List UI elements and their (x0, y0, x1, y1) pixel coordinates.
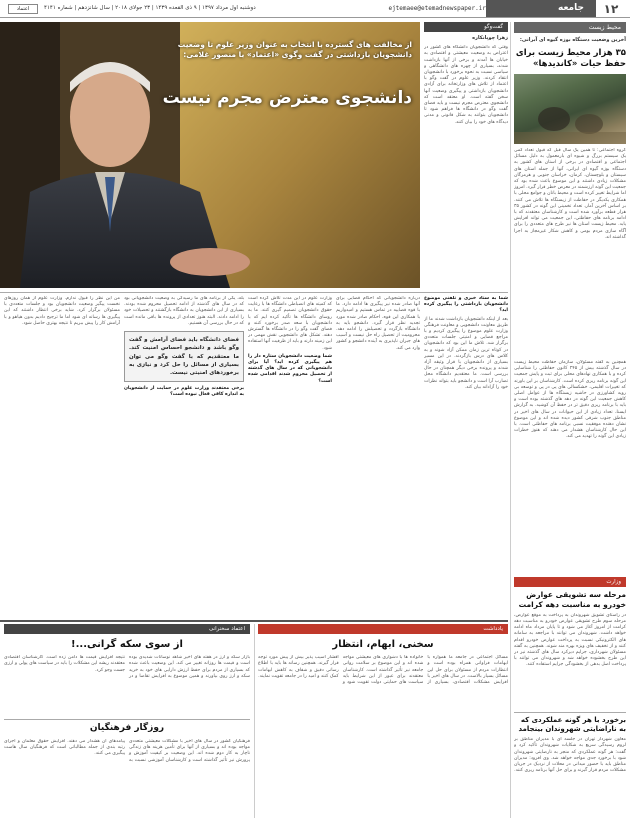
label-speech: اعتماد سخنرانی (4, 624, 250, 634)
pull-quote (124, 331, 244, 382)
feature-intro: وقتی که دانشجویان دانشگاه های کشور در اعتراض به وضعیت معیشتی و اقتصادی به خیابان ها آمدند و برخی از آنها بازداشت شدند، بسیاری از چهره های دانشگاهی و سیاسی نسبت به نحوه برخورد با دانشجویان انتقاد کردند. وزیر علوم در گفت وگو با اعتماد از تلاش های وزارتخانه برای آزادی دانشجویان بازداشتی و پیگیری وضعیت آنها سخن گفته است. او معتقد است که دانشجوی معترض مجرم نیست و باید فضای گفت وگو در دانشگاه ها فراهم شود تا دانشجویان بتوانند به شکل قانونی و مدنی دیدگاه های خود را بیان کنند. (424, 45, 508, 125)
bottom-article-right (258, 624, 508, 818)
minister-portrait (0, 22, 420, 288)
dissatisfaction-body: معاون شهردار تهران در جلسه ای با مدیران مناطق بر لزوم رسیدگی سریع به شکایات شهروندان تأکید کرد و گفت: هر گونه عملکردی که منجر به نارضایتی شهروندان شود با برخورد جدی مواجه خواهد شد. وی افزود: مدیران مناطق باید با حضور میدانی در محلات از نزدیک در جریان مشکلات مردم قرار گیرند و برای حل آنها برنامه ریزی کنند. (514, 737, 626, 774)
question-3: برخی معتقدند وزارت علوم در حمایت از دانشجویان به اندازه کافی فعال نبوده است؟ (124, 386, 244, 398)
newspaper-logo: اعتماد (8, 4, 38, 14)
page-header (0, 0, 630, 18)
right-column (514, 22, 626, 818)
feature-column-5: من این نظر را قبول ندارم. وزارت علوم از همان روزهای نخست پیگیر وضعیت دانشجویان بود و جلسات متعددی با مسئولان برگزار کرد. شاید برخی انتظار داشتند که این پیگیری ها رسانه ای شود اما ما ترجیح دادیم بدون هیاهو و با آرامش کار را پیش ببریم تا نتیجه بهتری حاصل شود. (4, 296, 120, 326)
ambiguity-body: مسائل اجتماعی در جامعه ما همواره با ابهامات فراوانی همراه بوده است و انتظارات مردم از مسئولان برای حل این مسائل بسیار بالاست. در سال های اخیر با افزایش مشکلات اقتصادی، بسیاری از خانواده ها با دشواری های معیشتی مواجه شده اند و این موضوع بر سلامت روانی جامعه نیز تأثیر گذاشته است. کارشناسان معتقدند برای عبور از این شرایط باید سیاست های حمایتی دولت تقویت شود و اقشار آسیب پذیر بیش از پیش مورد توجه قرار گیرند. همچنین رسانه ها باید با اطلاع رسانی دقیق و شفاف به کاهش ابهامات کمک کنند و امید را در جامعه تقویت نمایند. (258, 655, 508, 686)
environment-body-2: همچنین به گفته مسئولان، سازمان حفاظت محیط زیست در سال گذشته بیش از ۲۴۵ کانون حفاظتی را شناسایی کرده و با همکاری نهادهای محلی برای ثبت و پایش جمعیت این گونه برنامه ریزی کرده است. کارشناسان بر این باورند که تغییرات اقلیمی، خشکسالی های پی در پی و توسعه بی رویه کشاورزی در حاشیه زیستگاه ها از عوامل اصلی کاهش جمعیت این گونه در دهه های گذشته بوده است و باید با برنامه ریزی دقیق تر در حفظ آن کوشید. به گزارش ایسنا، تعداد زیادی از این حیوانات در سال های اخیر در مناطق جنوب شرقی کشور دیده شده اند و این موضوع نشان دهنده موفقیت نسبی برنامه های حفاظتی است. با این حال کارشناسان هشدار می دهند که هنوز خطرات زیادی این گونه را تهدید می کند. (514, 360, 626, 440)
feature-kicker: از مخالفت های گسترده با انتخاب به عنوان وزیر علوم تا وضعیت دانشجویان بازداشتی در گفت وگوی «اعتماد» با منصور غلامی: (177, 40, 412, 60)
feature-intro-column (424, 22, 508, 288)
headline-ambiguity: سخنی، ابهام، انتظار (332, 639, 434, 651)
answer-1: بعد از اینکه دانشجویان بازداشت شدند ما از طریق معاونت دانشجویی و معاونت فرهنگی وزارت علوم موضوع را پیگیری کردیم و با مراجع قضایی و امنیتی جلسات متعددی برگزار شد. تلاش ما این بود که دانشجویان در کوتاه ترین زمان ممکن آزاد شوند و به کلاس های درس بازگردند. در این مسیر بسیاری از دانشجویان با قرار وثیقه آزاد شدند و پرونده برخی دیگر همچنان در حال بررسی است. ما معتقدیم دانشگاه محل تضارب آرا است و دانشجو باید بتواند نظرات خود را آزادانه بیان کند. (424, 316, 508, 390)
feature-column-2: درباره دانشجویانی که احکام قضایی برای آنها صادر شده نیز پیگیری ها ادامه دارد. ما با قوه قضاییه در تماس هستیم و امیدواریم با همکاری این قوه، احکام صادر شده مورد تجدید نظر قرار گیرد. دانشجو باید به دانشگاه بازگردد و تحصیلش را ادامه دهد. محرومیت از تحصیل راه حل نیست و آسیب های جبران ناپذیری به آینده دانشجو و کشور وارد می کند. (336, 296, 420, 351)
section-label-ministry: وزارت (514, 577, 626, 587)
pull-quote-text: فضای دانشگاه باید فضای آرامش و گفت وگو باشد و دانشجو احساس امنیت کند. ما معتقدیم که با گفت وگو می توان بسیاری از مسائل را حل کرد و نیازی به برخوردهای امنیتی نیست. (129, 337, 239, 377)
teachers-body: فرهنگیان کشور در سال های اخیر با مشکلات معیشتی متعددی مواجه بوده اند و بسیاری از آنها برای تأمین هزینه های زندگی ناچار به کار دوم شده اند. این وضعیت بر کیفیت آموزش و پرورش نیز تأثیر گذاشته است و کارشناسان آموزشی نسبت به پیامدهای آن هشدار می دهند. افزایش حقوق معلمان و اجرای رتبه بندی از جمله مطالباتی است که فرهنگیان سال هاست پیگیری می کنند. (4, 738, 250, 763)
kicker: آخرین وضعیت دستگاه بوزه گیوه ای آبرانی: (519, 37, 626, 43)
issue-meta: دوشنبه اول مرداد ۱۳۹۷ | ۹ ذی القعده ۱۴۳۹ | ۲۳ جولای ۲۰۱۸ | سال شانزدهم | شماره ۴۱۴۱ (44, 5, 256, 12)
answer-3: وزارت علوم در این مدت تلاش کرده است که کمیته های انضباطی دانشگاه ها با رعایت حقوق دانشجویان تصمیم گیری کنند. ما به روسای دانشگاه ها تأکید کرده ایم که با دانشجویان با سعه صدر برخورد کنند و فضای گفت وگو را در دانشگاه ها گسترش دهند. تشکل های دانشجویی نقش مهمی در این زمینه دارند و باید از ظرفیت آنها استفاده شود. (248, 296, 332, 351)
answer-4: بله، یکی از برنامه های ما رسیدگی به وضعیت دانشجویانی بود که در سال های گذشته از ادامه تحصیل محروم شده بودند. بسیاری از این دانشجویان به دانشگاه بازگشتند و تحصیلات خود را ادامه دادند. البته هنوز تعدادی از پرونده ها باقی مانده است که در حال بررسی آن هستیم. (124, 296, 244, 326)
feature-column-4 (124, 296, 244, 616)
headline-teachers: روزگار فرهنگیان (4, 719, 250, 735)
headline-coin: از سوی سکه گرانی...! (71, 639, 183, 651)
headline-dissatisfaction: برخورد با هر گونه عملکردی که به ناراضایتی شهروندان بینجامد (518, 716, 626, 734)
section-title: جامعه (486, 0, 596, 17)
page-number: ۱۲ (603, 1, 619, 16)
label-note: یادداشت (258, 624, 508, 634)
headline-environment: ۳۵ هزار محیط زیست برای حفظ حیات «کاندیدها» (515, 48, 626, 70)
bottom-article-left (4, 624, 250, 818)
coin-body: بازار سکه و ارز در هفته های اخیر شاهد نوسانات شدیدی بوده است و قیمت ها روزانه تغییر می کند. این وضعیت باعث شده که بسیاری از مردم برای حفظ ارزش دارایی های خود به خرید سکه و ارز روی بیاورند و همین موضوع به افزایش تقاضا و در نتیجه افزایش قیمت ها دامن زده است. کارشناسان اقتصادی معتقدند ریشه این مشکلات را باید در سیاست های پولی و ارزی جست وجو کرد. (4, 655, 250, 679)
feature-column-1 (424, 296, 508, 616)
photo-figures (514, 74, 626, 144)
section-label-environment: محیط زیست (514, 22, 626, 33)
question-1: شما به ستاد خبری و تلفنی موضوع دانشجویان بازداشتی را پیگیری کرده اید؟ (424, 296, 508, 314)
feature-headline: دانشجوی معترض مجرم نیست (162, 88, 412, 108)
environment-body: گروه اجتماعی: تا همین یک سال قبل که قبول تعداد کمی یک سیستم بزرگ و شیوه ای بارمعمول به دلیل مسائل اجتماعی و اقتصادی در برخی از استان های کشور به دستگاه بوزه گیوه ای ایرانی، آنها از جمله استان های سیستان و بلوچستان، کرمان، خراسان جنوبی و هرمزگان مشکلات زیادی داشتند و این موضوع باعث شده بود که جمعیت این گونه ارزشمند در معرض خطر قرار گیرد. امروز اما شرایط تغییر کرده است و محیط بانان و جوامع محلی با همکاری یکدیگر در حفاظت از زیستگاه ها تلاش می کنند. بر اساس آخرین آمار، تعداد تخمینی این گونه در کشور ۳۵ هزار قطعه برآورد شده است و کارشناسان معتقدند که با ادامه برنامه های حفاظتی، این جمعیت می تواند افزایش یابد. محیط زیست استان ها نیز طرح های متعددی را برای آگاه سازی مردم بومی و کاهش شکار غیرمجاز به اجرا گذاشته اند. (514, 148, 626, 240)
feature-column-3 (248, 296, 332, 616)
car-toll-body: در راستای تشویق شهروندان به پرداخت به موقع عوارض، مرحله سوم طرح تشویقی عوارض خودرو به مناسبت دهه کرامت از امروز آغاز می شود و تا پایان مرداد ماه ادامه خواهد داشت. شهروندان می توانند با مراجعه به سامانه های الکترونیکی نسبت به پرداخت عوارض خودرو اقدام کنند و از تخفیف های ویژه بهره مند شوند. همچنین به گفته مسئولان شهرداری، جرایم دیرکرد سال های گذشته نیز در این طرح بخشوده خواهد شد و شهروندان می توانند با پرداخت اصل بدهی از بخشودگی جرایم استفاده کنند. (514, 612, 626, 668)
feature-photo (0, 22, 420, 288)
byline: زهرا چوپانکاره (472, 35, 508, 42)
label-interview: گفت‌وگو (424, 22, 508, 32)
environment-photo (514, 74, 626, 144)
question-2: شما وضعیت دانشجویان ستاره دار را هم پیگیری کرده اید؟ آیا برای دانشجویانی که در سال های گذشته از تحصیل محروم شدند اقدامی شده است؟ (248, 353, 332, 384)
headline-car-toll: مرحله سه تشویقی عوارض خودرو به مناسبت دهه کرامت (518, 590, 626, 609)
email-address: ejtemaee@etemadnewspaper.ir (388, 5, 486, 12)
